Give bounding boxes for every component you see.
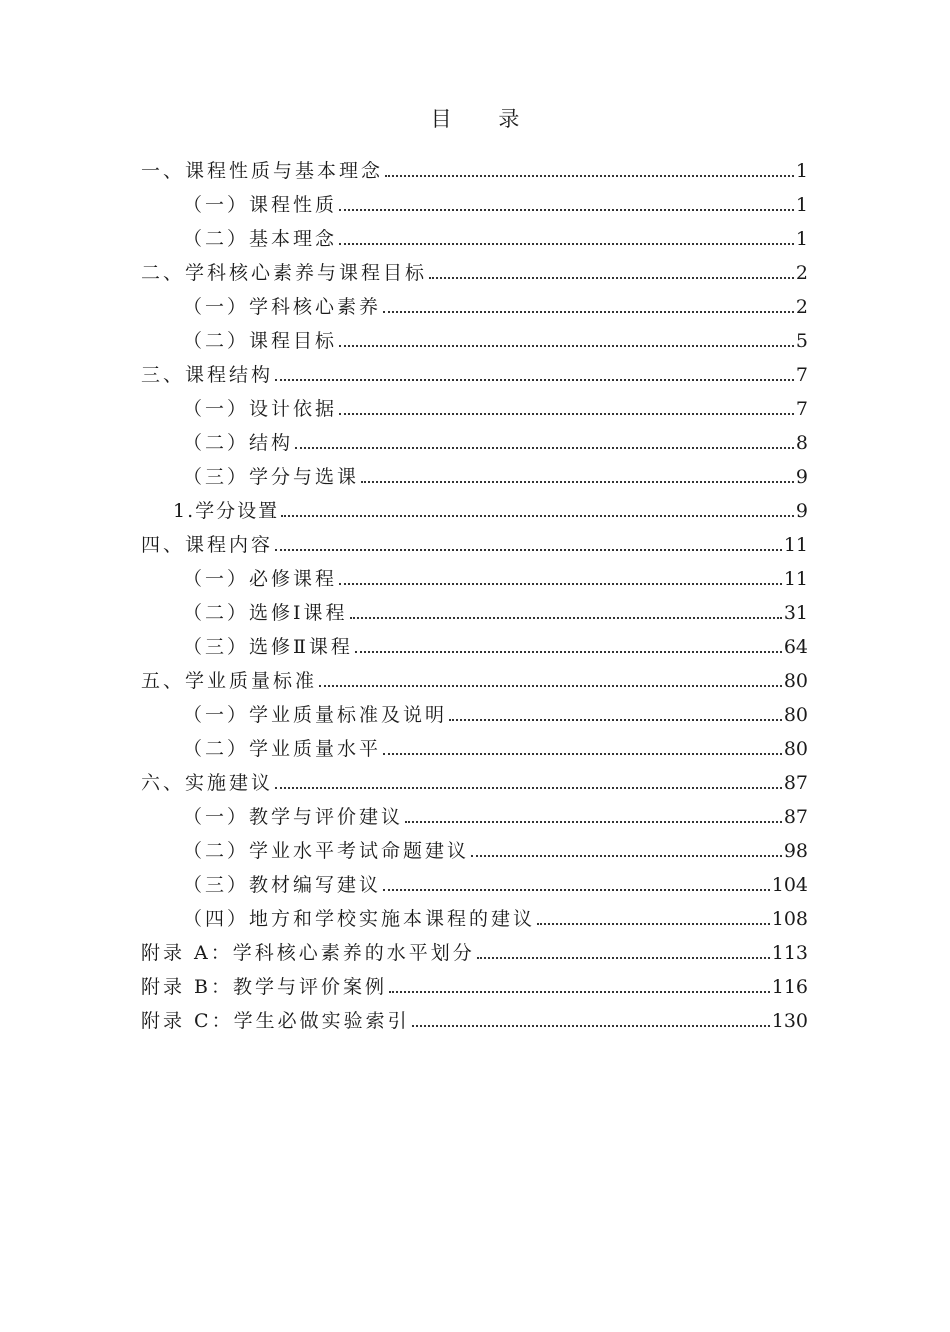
toc-entry	[141, 256, 808, 290]
dot-leader	[429, 277, 794, 279]
dot-leader	[275, 379, 794, 381]
dot-leader	[471, 855, 782, 857]
dot-leader	[389, 991, 770, 993]
toc-entry	[141, 1004, 808, 1038]
toc-entry-page-number: 104	[771, 874, 808, 896]
dot-leader	[385, 175, 794, 177]
toc-entry-page-number: 9	[795, 466, 808, 488]
toc-entry-page-number: 113	[771, 942, 808, 964]
toc-entry-label: 附录 C：学生必做实验索引	[141, 1010, 410, 1032]
toc-entry-label: （二）学业质量水平	[183, 738, 382, 760]
toc-entry-page-number: 130	[771, 1010, 808, 1032]
toc-entry-page-number: 31	[783, 602, 808, 624]
toc-entry-label: （三）选修Ⅱ课程	[183, 636, 353, 658]
toc-entry-label: 附录 A：学科核心素养的水平划分	[141, 942, 475, 964]
toc-entry-page-number: 1	[795, 160, 808, 182]
toc-entry-page-number: 11	[783, 568, 808, 590]
dot-leader	[383, 311, 794, 313]
toc-entry-page-number: 7	[795, 364, 808, 386]
toc-entry-label: （一）必修课程	[183, 568, 338, 590]
dot-leader	[361, 481, 794, 483]
dot-leader	[412, 1025, 770, 1027]
toc-entry-page-number: 87	[783, 772, 808, 794]
toc-entry	[141, 630, 808, 664]
dot-leader	[319, 685, 782, 687]
toc-entry-page-number: 9	[795, 500, 808, 522]
toc-entry-label: （一）学业质量标准及说明	[183, 704, 448, 726]
toc-entry	[141, 800, 808, 834]
dot-leader	[383, 753, 782, 755]
dot-leader	[339, 413, 794, 415]
toc-entry-page-number: 2	[795, 262, 808, 284]
toc-entry-label: （二）基本理念	[183, 228, 338, 250]
dot-leader	[449, 719, 782, 721]
toc-entry	[141, 664, 808, 698]
toc-entry-page-number: 116	[771, 976, 808, 998]
toc-entry-page-number: 8	[795, 432, 808, 454]
toc-entry-page-number: 5	[795, 330, 808, 352]
toc-entry-label: （二）选修Ⅰ课程	[183, 602, 348, 624]
toc-entry-label: 三、课程结构	[141, 364, 274, 386]
dot-leader	[537, 923, 770, 925]
toc-entry	[141, 494, 808, 528]
dot-leader	[275, 787, 782, 789]
toc-entry	[141, 596, 808, 630]
toc-entry	[141, 392, 808, 426]
toc-entry	[141, 970, 808, 1004]
toc-entry-page-number: 11	[783, 534, 808, 556]
toc-entry-page-number: 80	[783, 738, 808, 760]
toc-entry-page-number: 1	[795, 228, 808, 250]
toc-entry-label: 一、课程性质与基本理念	[141, 160, 384, 182]
toc-entry-page-number: 2	[795, 296, 808, 318]
toc-entry	[141, 324, 808, 358]
toc-entry-label: 六、实施建议	[141, 772, 274, 794]
toc-entry-label: （三）教材编写建议	[183, 874, 382, 896]
toc-entry-label: （四）地方和学校实施本课程的建议	[183, 908, 536, 930]
toc-entry-page-number: 98	[783, 840, 808, 862]
toc-entry-label: （一）课程性质	[183, 194, 338, 216]
dot-leader	[339, 345, 794, 347]
toc-entry-label: （二）学业水平考试命题建议	[183, 840, 470, 862]
toc-entry-page-number: 80	[783, 670, 808, 692]
dot-leader	[339, 583, 782, 585]
toc-entry-label: （一）教学与评价建议	[183, 806, 404, 828]
dot-leader	[355, 651, 782, 653]
dot-leader	[275, 549, 782, 551]
toc-entry-label: 附录 B：教学与评价案例	[141, 976, 388, 998]
toc-entry-label: （三）学分与选课	[183, 466, 360, 488]
toc-entry	[141, 766, 808, 800]
toc-entry	[141, 732, 808, 766]
toc-entry-label: （一）设计依据	[183, 398, 338, 420]
toc-entry	[141, 528, 808, 562]
toc-entry-label: （二）结构	[183, 432, 294, 454]
toc-entry	[141, 868, 808, 902]
toc-list	[141, 154, 808, 1038]
toc-entry-page-number: 64	[783, 636, 808, 658]
toc-entry-label: （一）学科核心素养	[183, 296, 382, 318]
dot-leader	[339, 243, 794, 245]
toc-entry	[141, 834, 808, 868]
toc-entry	[141, 902, 808, 936]
toc-entry-page-number: 80	[783, 704, 808, 726]
toc-entry	[141, 154, 808, 188]
toc-entry-label: 二、学科核心素养与课程目标	[141, 262, 428, 284]
toc-entry	[141, 460, 808, 494]
toc-entry-page-number: 87	[783, 806, 808, 828]
toc-entry-page-number: 7	[795, 398, 808, 420]
toc-entry-page-number: 108	[771, 908, 808, 930]
toc-entry-label: 1.学分设置	[173, 500, 280, 522]
toc-entry	[141, 426, 808, 460]
dot-leader	[383, 889, 770, 891]
dot-leader	[281, 515, 794, 517]
toc-entry	[141, 222, 808, 256]
toc-title: 目 录	[430, 107, 540, 131]
toc-entry	[141, 562, 808, 596]
toc-entry-label: 四、课程内容	[141, 534, 274, 556]
toc-entry	[141, 698, 808, 732]
toc-entry-label: 五、学业质量标准	[141, 670, 318, 692]
dot-leader	[477, 957, 770, 959]
toc-entry	[141, 358, 808, 392]
toc-entry	[141, 290, 808, 324]
toc-entry	[141, 188, 808, 222]
dot-leader	[339, 209, 794, 211]
dot-leader	[405, 821, 782, 823]
toc-entry	[141, 936, 808, 970]
toc-entry-page-number: 1	[795, 194, 808, 216]
dot-leader	[350, 617, 782, 619]
toc-entry-label: （二）课程目标	[183, 330, 338, 352]
dot-leader	[295, 447, 794, 449]
